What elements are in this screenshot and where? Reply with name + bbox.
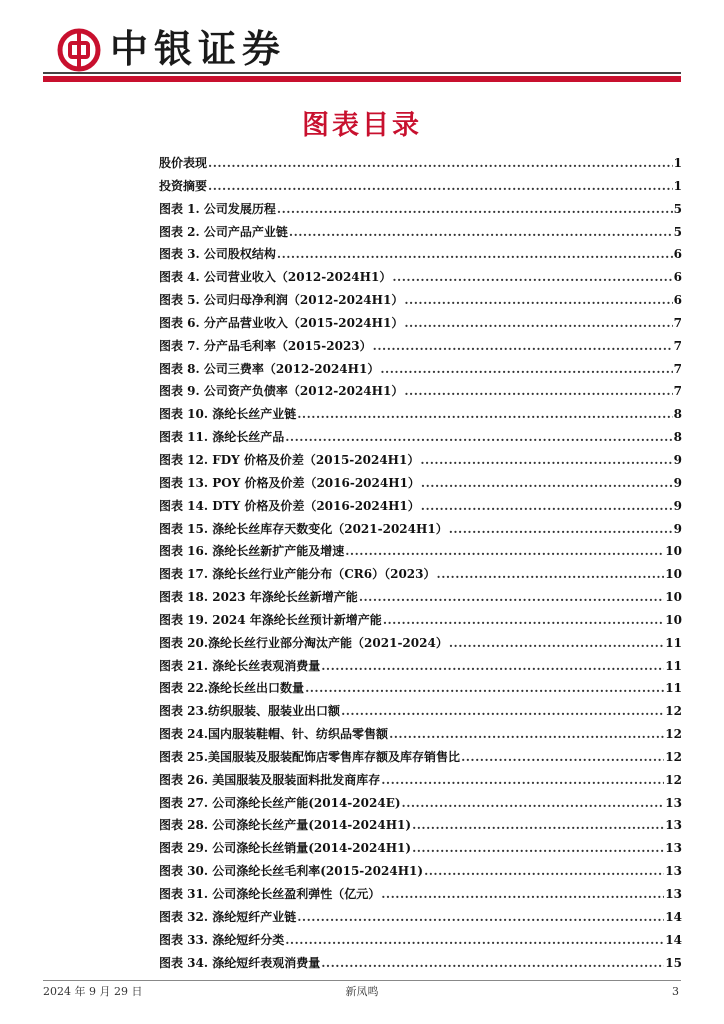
toc-entry-label[interactable]: 图表 3. 公司股权结构	[159, 247, 276, 262]
toc-entry-page[interactable]: 1	[673, 178, 682, 193]
toc-entry-page[interactable]: 8	[673, 430, 682, 445]
toc-dot-leader	[321, 655, 664, 678]
toc-dot-leader	[437, 563, 665, 586]
toc-entry-label[interactable]: 图表 20.涤纶长丝行业部分淘汰产能（2021-2024）	[159, 635, 448, 650]
toc-entry-label[interactable]: 图表 8. 公司三费率（2012-2024H1）	[159, 361, 380, 376]
toc-dot-leader	[289, 221, 673, 244]
toc-entry[interactable]	[159, 152, 682, 175]
toc-entry[interactable]	[159, 655, 682, 678]
toc-entry[interactable]	[159, 814, 682, 837]
table-of-contents	[159, 152, 682, 974]
toc-entry-page[interactable]: 14	[665, 909, 682, 924]
toc-entry-page[interactable]: 8	[673, 407, 682, 422]
toc-entry[interactable]	[159, 540, 682, 563]
toc-entry[interactable]	[159, 198, 682, 221]
toc-entry-page[interactable]: 6	[673, 293, 682, 308]
toc-entry-page[interactable]: 5	[673, 224, 682, 239]
toc-entry[interactable]	[159, 677, 682, 700]
toc-dot-leader	[277, 198, 673, 221]
toc-entry-page[interactable]: 12	[665, 749, 682, 764]
toc-dot-leader	[345, 540, 664, 563]
toc-entry[interactable]	[159, 266, 682, 289]
toc-entry[interactable]	[159, 563, 682, 586]
toc-dot-leader	[380, 358, 672, 381]
toc-entry-label[interactable]: 图表 23.纺织服装、服装业出口额	[159, 704, 341, 719]
toc-entry-label[interactable]: 图表 6. 分产品营业收入（2015-2024H1）	[159, 315, 404, 330]
toc-entry-page[interactable]: 10	[665, 567, 682, 582]
toc-entry-label[interactable]: 图表 31. 公司涤纶长丝盈利弹性（亿元）	[159, 887, 381, 901]
toc-entry[interactable]	[159, 380, 682, 403]
toc-entry-label[interactable]: 图表 22.涤纶长丝出口数量	[159, 681, 305, 696]
toc-entry[interactable]	[159, 906, 682, 929]
toc-entry-label[interactable]: 图表 10. 涤纶长丝产业链	[159, 407, 297, 422]
toc-entry-label[interactable]: 图表 19. 2024 年涤纶长丝预计新增产能	[159, 612, 382, 627]
toc-entry-page[interactable]: 6	[673, 247, 682, 262]
toc-entry-page[interactable]: 10	[665, 612, 682, 627]
bank-of-china-logo-icon	[57, 28, 101, 72]
toc-entry[interactable]	[159, 221, 682, 244]
toc-entry-page[interactable]: 9	[673, 498, 682, 513]
toc-entry-page[interactable]: 13	[665, 864, 682, 879]
toc-dot-leader	[449, 518, 673, 541]
toc-entry-label[interactable]: 图表 5. 公司归母净利润（2012-2024H1）	[159, 293, 404, 308]
toc-entry[interactable]	[159, 929, 682, 952]
toc-entry[interactable]	[159, 860, 682, 883]
toc-entry-page[interactable]: 14	[665, 932, 682, 947]
toc-entry[interactable]	[159, 426, 682, 449]
toc-dot-leader	[381, 883, 664, 906]
toc-entry-page[interactable]: 9	[673, 521, 682, 536]
toc-entry-label[interactable]: 图表 25.美国服装及服装配饰店零售库存额及库存销售比	[159, 749, 461, 764]
toc-dot-leader	[389, 723, 664, 746]
toc-entry[interactable]	[159, 837, 682, 860]
toc-entry-page[interactable]: 7	[673, 338, 682, 353]
toc-entry-page[interactable]: 12	[665, 704, 682, 719]
toc-dot-leader	[392, 266, 672, 289]
toc-dot-leader	[404, 380, 672, 403]
toc-entry-label[interactable]: 图表 11. 涤纶长丝产品	[159, 430, 285, 445]
toc-entry[interactable]	[159, 792, 682, 815]
toc-entry[interactable]	[159, 700, 682, 723]
toc-entry[interactable]	[159, 586, 682, 609]
toc-entry-label[interactable]: 图表 21. 涤纶长丝表观消费量	[159, 658, 321, 673]
toc-entry-label[interactable]: 图表 27. 公司涤纶长丝产能(2014-2024E)	[159, 795, 401, 810]
toc-entry[interactable]	[159, 289, 682, 312]
toc-dot-leader	[359, 586, 664, 609]
toc-entry[interactable]	[159, 472, 682, 495]
toc-entry[interactable]	[159, 952, 682, 975]
toc-entry-label[interactable]: 图表 29. 公司涤纶长丝销量(2014-2024H1)	[159, 841, 412, 856]
toc-entry-page[interactable]: 11	[665, 635, 682, 650]
toc-dot-leader	[461, 746, 664, 769]
toc-entry[interactable]	[159, 632, 682, 655]
toc-dot-leader	[285, 426, 672, 449]
toc-entry-page[interactable]: 7	[673, 315, 682, 330]
toc-entry[interactable]	[159, 495, 682, 518]
toc-dot-leader	[383, 609, 664, 632]
toc-entry-label[interactable]: 图表 34. 涤纶短纤表观消费量	[159, 955, 321, 970]
toc-entry-label[interactable]: 投资摘要	[159, 178, 208, 193]
toc-entry-page[interactable]: 1	[673, 156, 682, 170]
toc-dot-leader	[277, 243, 673, 266]
toc-dot-leader	[402, 792, 665, 815]
toc-entry-label[interactable]: 图表 7. 分产品毛利率（2015-2023）	[159, 338, 372, 353]
toc-dot-leader	[404, 312, 672, 335]
toc-dot-leader	[208, 175, 673, 198]
toc-dot-leader	[297, 906, 664, 929]
toc-entry-page[interactable]: 11	[665, 658, 682, 673]
toc-entry-label[interactable]: 图表 32. 涤纶短纤产业链	[159, 909, 297, 924]
footer-date: 2024 年 9 月 29 日	[43, 985, 143, 998]
toc-entry-label[interactable]: 图表 18. 2023 年涤纶长丝新增产能	[159, 590, 358, 605]
toc-entry-page[interactable]: 13	[665, 795, 682, 810]
toc-entry-label[interactable]: 图表 13. POY 价格及价差（2016-2024H1）	[159, 475, 420, 490]
toc-entry[interactable]	[159, 243, 682, 266]
toc-entry-label[interactable]: 图表 16. 涤纶长丝新扩产能及增速	[159, 544, 345, 559]
toc-entry-label[interactable]: 图表 17. 涤纶长丝行业产能分布（CR6）（2023）	[159, 567, 436, 582]
toc-dot-leader	[321, 952, 664, 975]
toc-entry-label[interactable]: 图表 15. 涤纶长丝库存天数变化（2021-2024H1）	[159, 521, 448, 536]
toc-dot-leader	[421, 495, 673, 518]
toc-entry-label[interactable]: 图表 33. 涤纶短纤分类	[159, 932, 285, 947]
header-accent-bar	[43, 76, 681, 82]
toc-dot-leader	[412, 837, 664, 860]
toc-dot-leader	[285, 929, 664, 952]
toc-entry-page[interactable]: 10	[665, 544, 682, 559]
toc-entry-label[interactable]: 图表 4. 公司营业收入（2012-2024H1）	[159, 270, 392, 285]
toc-entry-label[interactable]: 图表 14. DTY 价格及价差（2016-2024H1）	[159, 498, 420, 513]
toc-entry[interactable]	[159, 403, 682, 426]
toc-dot-leader	[305, 677, 664, 700]
toc-dot-leader	[404, 289, 672, 312]
footer-company: 新凤鸣	[345, 985, 379, 998]
toc-entry-page[interactable]: 6	[673, 270, 682, 285]
toc-dot-leader	[381, 769, 664, 792]
toc-entry-label[interactable]: 股价表现	[159, 156, 208, 170]
toc-entry-page[interactable]: 9	[673, 475, 682, 490]
toc-dot-leader	[373, 335, 673, 358]
toc-entry[interactable]	[159, 723, 682, 746]
footer-page-number: 3	[672, 985, 679, 998]
toc-entry-page[interactable]: 10	[665, 590, 682, 605]
brand-name: 中银证券	[110, 27, 287, 71]
toc-entry-page[interactable]: 9	[673, 452, 682, 467]
toc-dot-leader	[421, 472, 673, 495]
toc-entry-page[interactable]: 12	[665, 772, 682, 787]
toc-entry-label[interactable]: 图表 24.国内服装鞋帽、针、纺织品零售额	[159, 727, 389, 742]
toc-entry-page[interactable]: 13	[665, 887, 682, 901]
header-divider	[43, 72, 681, 74]
toc-entry[interactable]	[159, 769, 682, 792]
toc-entry-label[interactable]: 图表 2. 公司产品产业链	[159, 224, 288, 239]
toc-entry[interactable]	[159, 609, 682, 632]
toc-entry[interactable]	[159, 335, 682, 358]
toc-entry-label[interactable]: 图表 12. FDY 价格及价差（2015-2024H1）	[159, 452, 420, 467]
toc-entry-page[interactable]: 7	[673, 384, 682, 399]
toc-entry[interactable]	[159, 312, 682, 335]
toc-entry-label[interactable]: 图表 1. 公司发展历程	[159, 201, 276, 216]
toc-title: 图表目录	[302, 110, 422, 141]
toc-dot-leader	[208, 152, 673, 175]
toc-entry[interactable]	[159, 746, 682, 769]
toc-entry[interactable]	[159, 883, 682, 906]
toc-entry[interactable]	[159, 449, 682, 472]
toc-entry-page[interactable]: 15	[665, 955, 682, 970]
footer-divider	[43, 980, 681, 981]
toc-entry[interactable]	[159, 175, 682, 198]
toc-entry-page[interactable]: 7	[673, 361, 682, 376]
toc-entry-page[interactable]: 5	[673, 201, 682, 216]
toc-dot-leader	[424, 860, 664, 883]
toc-entry[interactable]	[159, 358, 682, 381]
toc-entry-label[interactable]: 图表 30. 公司涤纶长丝毛利率(2015-2024H1)	[159, 864, 424, 879]
toc-entry-label[interactable]: 图表 9. 公司资产负债率（2012-2024H1）	[159, 384, 404, 399]
toc-entry-page[interactable]: 13	[665, 818, 682, 833]
toc-dot-leader	[341, 700, 664, 723]
toc-entry[interactable]	[159, 518, 682, 541]
toc-entry-label[interactable]: 图表 28. 公司涤纶长丝产量(2014-2024H1)	[159, 818, 412, 833]
toc-entry-label[interactable]: 图表 26. 美国服装及服装面料批发商库存	[159, 772, 381, 787]
toc-dot-leader	[297, 403, 672, 426]
toc-entry-page[interactable]: 12	[665, 727, 682, 742]
toc-entry-page[interactable]: 13	[665, 841, 682, 856]
toc-dot-leader	[420, 449, 672, 472]
toc-dot-leader	[412, 814, 664, 837]
toc-dot-leader	[449, 632, 664, 655]
toc-entry-page[interactable]: 11	[665, 681, 682, 696]
page-header	[0, 0, 724, 90]
